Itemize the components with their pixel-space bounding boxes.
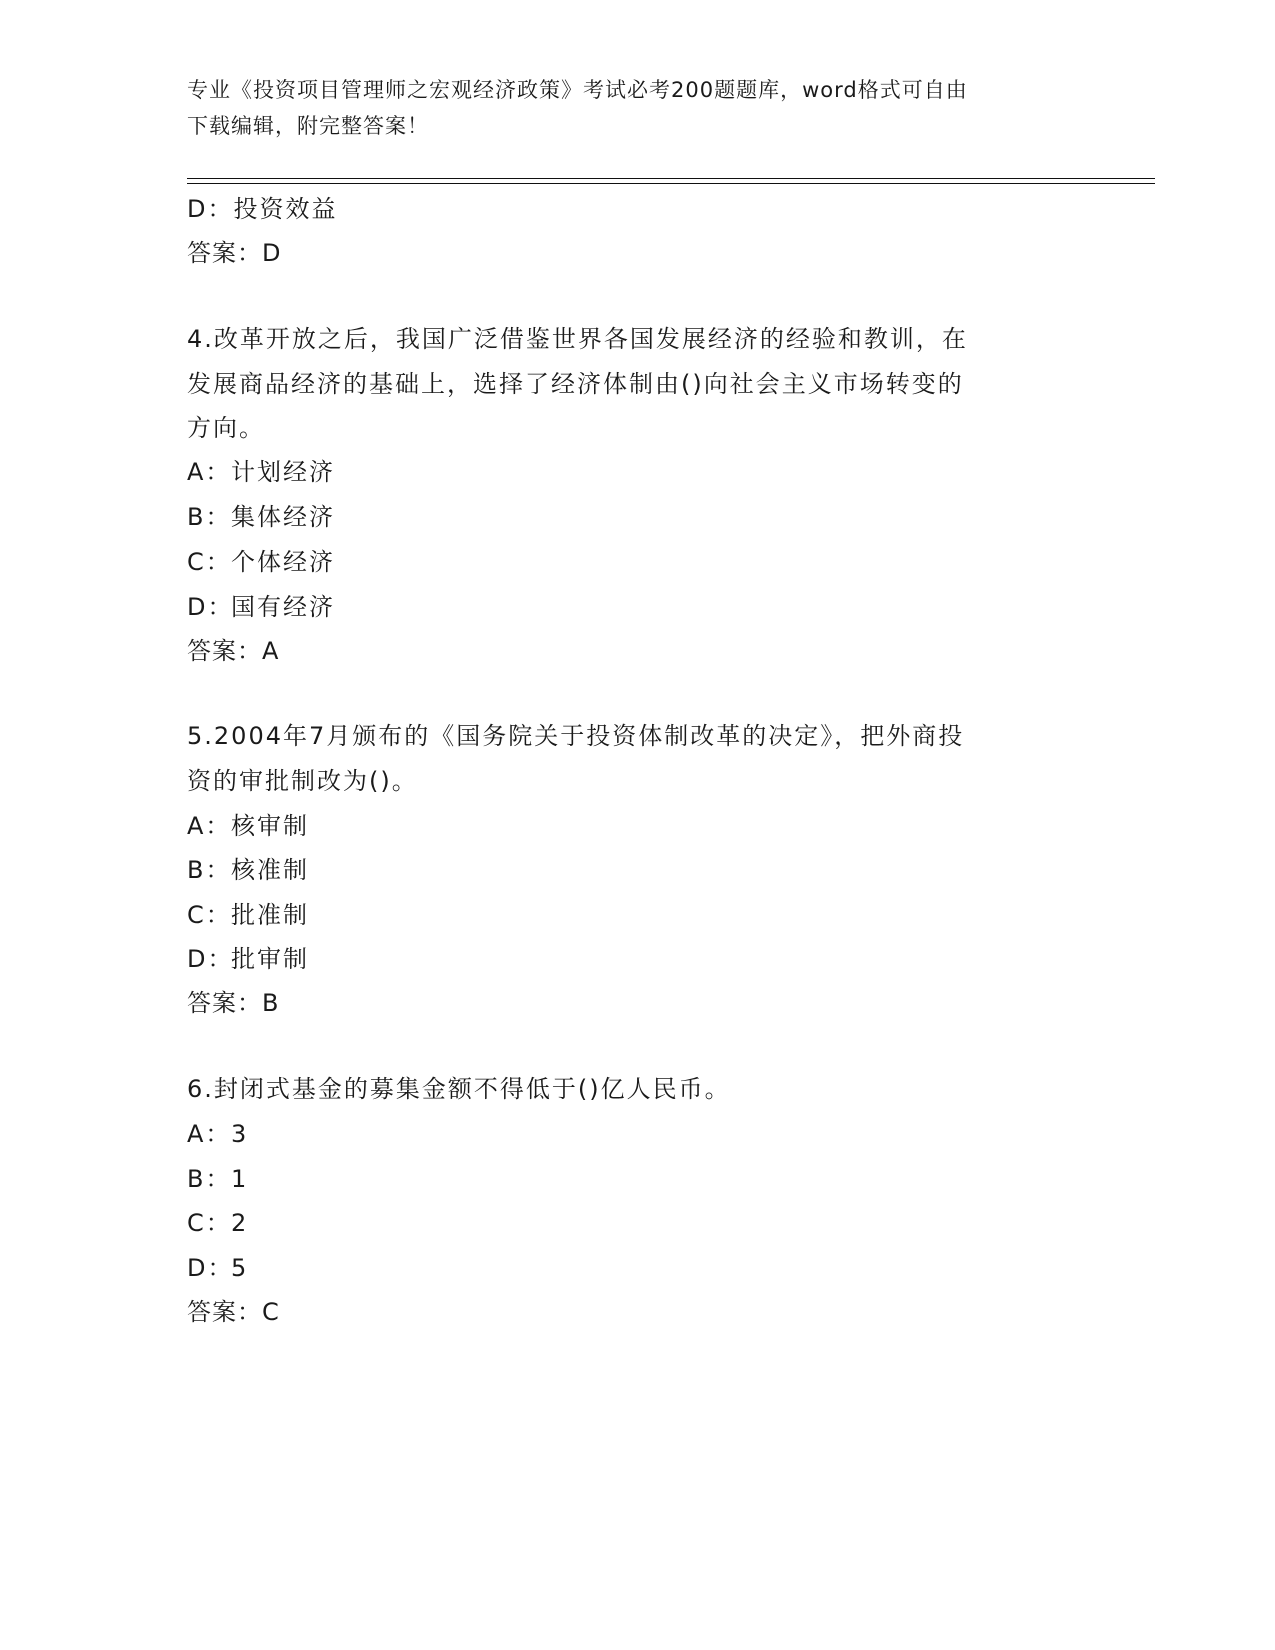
q5-option-a	[187, 803, 309, 849]
header-line-1: 专业《投资项目管理师之宏观经济政策》考试必考200题题库，word格式可自由	[187, 78, 968, 102]
option-text: 5	[231, 1254, 249, 1282]
header-divider-top	[187, 178, 1155, 179]
option-letter: C：	[187, 548, 232, 576]
option-letter: A：	[187, 1120, 232, 1148]
q5-option-d	[187, 936, 309, 982]
option-text: 核准制	[231, 856, 309, 884]
q6-option-d	[187, 1245, 248, 1291]
q6-option-c	[187, 1200, 248, 1246]
option-letter: B：	[187, 856, 232, 884]
q5-answer: 答案：B	[187, 989, 280, 1017]
q5-option-b	[187, 847, 309, 893]
option-text: 3	[231, 1120, 249, 1148]
option-text: 批审制	[231, 945, 309, 973]
option-letter: A：	[187, 812, 232, 840]
option-letter: D：	[187, 945, 234, 973]
q4-option-d	[187, 584, 335, 630]
q4-stem-line-2: 发展商品经济的基础上，选择了经济体制由()向社会主义市场转变的	[187, 370, 964, 398]
prev-option-d: D：投资效益	[187, 195, 338, 223]
q5-stem-line-1: 5.2004年7月颁布的《国务院关于投资体制改革的决定》，把外商投	[187, 722, 965, 750]
option-text: 2	[231, 1209, 249, 1237]
document-header	[187, 72, 1067, 144]
option-text: 1	[231, 1165, 249, 1193]
q6-answer: 答案：C	[187, 1298, 280, 1326]
q4-answer: 答案：A	[187, 637, 280, 665]
q5-stem-line-2: 资的审批制改为()。	[187, 767, 418, 795]
q6-stem-line-1: 6.封闭式基金的募集金额不得低于()亿人民币。	[187, 1075, 731, 1103]
header-divider-bottom	[187, 183, 1155, 184]
q5-option-c	[187, 892, 309, 938]
option-letter: D：	[187, 1254, 234, 1282]
option-letter: D：	[187, 593, 234, 621]
option-letter: C：	[187, 901, 232, 929]
q4-stem-line-3: 方向。	[187, 414, 265, 442]
option-text: 国有经济	[231, 593, 335, 621]
prev-answer: 答案：D	[187, 239, 282, 267]
option-letter: B：	[187, 1165, 232, 1193]
q4-option-c	[187, 539, 335, 585]
q4-option-b	[187, 494, 335, 540]
option-text: 计划经济	[231, 458, 335, 486]
option-letter: C：	[187, 1209, 232, 1237]
q4-option-a	[187, 449, 335, 495]
option-text: 核审制	[231, 812, 309, 840]
option-text: 集体经济	[231, 503, 335, 531]
q6-option-a	[187, 1111, 248, 1157]
header-line-2: 下载编辑，附完整答案！	[187, 114, 429, 138]
option-text: 批准制	[231, 901, 309, 929]
q4-stem-line-1: 4.改革开放之后，我国广泛借鉴世界各国发展经济的经验和教训，在	[187, 325, 968, 353]
option-letter: B：	[187, 503, 232, 531]
option-letter: A：	[187, 458, 232, 486]
option-text: 个体经济	[231, 548, 335, 576]
q6-option-b	[187, 1156, 248, 1202]
